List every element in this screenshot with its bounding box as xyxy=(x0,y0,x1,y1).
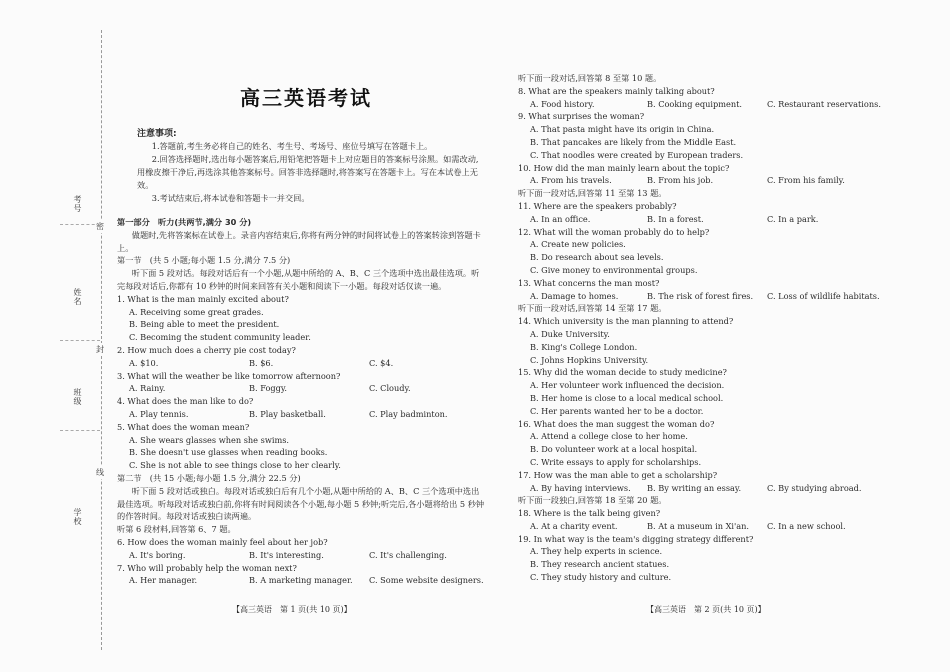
option-row xyxy=(117,357,487,370)
answer-option[interactable]: A. It's boring. xyxy=(129,549,186,560)
answer-option[interactable]: C. In a park. xyxy=(767,213,819,224)
question-text: 2. How much does a cherry pie cost today? xyxy=(117,344,296,355)
answer-option[interactable]: C. It's challenging. xyxy=(369,549,447,560)
option-row xyxy=(518,520,888,533)
answer-option[interactable]: B. She doesn't use glasses when reading books. xyxy=(129,447,328,458)
option-row xyxy=(518,482,888,495)
option-row xyxy=(518,213,888,226)
question-group-11-13 xyxy=(518,200,888,302)
binding-label-school: 学校 xyxy=(73,508,82,526)
question-text: 1. What is the man mainly excited about? xyxy=(117,293,289,304)
answer-option[interactable]: B. That pancakes are likely from the Middle East. xyxy=(530,136,737,147)
answer-option[interactable]: B. $6. xyxy=(249,357,274,368)
answer-option[interactable]: C. In a new school. xyxy=(767,520,846,531)
right-column xyxy=(518,72,888,584)
binding-divider xyxy=(60,430,100,431)
question-group-14-17 xyxy=(518,315,888,494)
answer-option[interactable]: C. Some website designers. xyxy=(369,575,484,586)
option-row xyxy=(117,574,487,587)
question-text: 17. How was the man able to get a scholarship? xyxy=(518,469,718,480)
option-row xyxy=(518,174,888,187)
answer-option[interactable]: B. King's College London. xyxy=(530,341,638,352)
question-text: 12. What will the woman probably do to help? xyxy=(518,226,710,237)
answer-option[interactable]: B. The risk of forest fires. xyxy=(647,290,754,301)
section1-heading: 第一节 (共 5 小题;每小题 1.5 分,满分 7.5 分) xyxy=(117,255,291,266)
answer-option[interactable]: B. A marketing manager. xyxy=(249,575,353,586)
footer-page-2: 【高三英语 第 2 页(共 10 页)】 xyxy=(646,605,766,614)
option-row xyxy=(518,98,888,111)
answer-option[interactable]: C. $4. xyxy=(369,357,394,368)
answer-option[interactable]: A. From his travels. xyxy=(530,175,612,186)
answer-option[interactable]: A. She wears glasses when she swims. xyxy=(129,434,290,445)
answer-option[interactable]: B. At a museum in Xi'an. xyxy=(647,520,750,531)
answer-option[interactable]: B. They research ancient statues. xyxy=(530,559,670,570)
answer-option[interactable]: A. Play tennis. xyxy=(129,408,189,419)
section2-intro: 听下面 5 段对话或独白。每段对话或独白后有几个小题,从题中所给的 A、B、C 三个选项中选出最佳选项。听每段对话或独白前,你将有时间阅读各个小题,每小题 5 秒钟;听完后,各小题将给出 5 秒钟的作答时间。每段对话或独白读两遍。 xyxy=(117,485,485,522)
section2-heading: 第二节 (共 15 小题;每小题 1.5 分,满分 22.5 分) xyxy=(117,472,301,483)
question-text: 19. In what way is the team's digging strategy different? xyxy=(518,533,754,544)
answer-option[interactable]: B. Play basketball. xyxy=(249,408,326,419)
question-text: 10. How did the man mainly learn about the topic? xyxy=(518,162,730,173)
answer-option[interactable]: A. They help experts in science. xyxy=(530,546,663,557)
answer-option[interactable]: C. Restaurant reservations. xyxy=(767,98,881,109)
notice-block xyxy=(137,140,482,205)
question-group-18-20 xyxy=(518,507,888,584)
listen-instruction: 听下面一段独白,回答第 18 至第 20 题。 xyxy=(518,495,667,506)
question-text: 4. What does the man like to do? xyxy=(117,396,254,407)
answer-option[interactable]: A. $10. xyxy=(129,357,159,368)
question-text: 8. What are the speakers mainly talking about? xyxy=(518,85,715,96)
answer-option[interactable]: A. Food history. xyxy=(530,98,595,109)
question-group-1-5 xyxy=(117,293,487,472)
question-text: 13. What concerns the man most? xyxy=(518,277,660,288)
answer-option[interactable]: C. Give money to environmental groups. xyxy=(530,264,698,275)
answer-option[interactable]: A. By having interviews. xyxy=(530,482,631,493)
question-text: 6. How does the woman mainly feel about her job? xyxy=(117,536,328,547)
answer-option[interactable]: C. They study history and culture. xyxy=(530,572,672,583)
answer-option[interactable]: B. It's interesting. xyxy=(249,549,324,560)
notice-heading: 注意事项: xyxy=(137,129,177,139)
answer-option[interactable]: C. Becoming the student community leader. xyxy=(129,332,311,343)
binding-label-exam-number: 考号 xyxy=(73,195,82,213)
answer-option[interactable]: A. At a charity event. xyxy=(530,520,618,531)
answer-option[interactable]: A. Attend a college close to her home. xyxy=(530,431,688,442)
left-column xyxy=(117,216,487,587)
option-row xyxy=(518,290,888,303)
binding-divider xyxy=(60,224,100,225)
answer-option[interactable]: A. Create new policies. xyxy=(530,239,626,250)
answer-option[interactable]: C. By studying abroad. xyxy=(767,482,862,493)
binding-mark-envelope: 封 xyxy=(96,345,104,354)
answer-option[interactable]: A. Rainy. xyxy=(129,383,166,394)
question-group-6-7 xyxy=(117,536,487,587)
answer-option[interactable]: B. By writing an essay. xyxy=(647,482,742,493)
answer-option[interactable]: C. Play badminton. xyxy=(369,408,448,419)
answer-option[interactable]: B. In a forest. xyxy=(647,213,704,224)
question-text: 11. Where are the speakers probably? xyxy=(518,200,677,211)
binding-divider xyxy=(60,340,100,341)
answer-option[interactable]: B. Foggy. xyxy=(249,383,288,394)
exam-title: 高三英语考试 xyxy=(240,86,372,110)
answer-option[interactable]: C. Cloudy. xyxy=(369,383,411,394)
answer-option[interactable]: C. Johns Hopkins University. xyxy=(530,354,649,365)
binding-label-class: 班级 xyxy=(73,388,82,406)
question-text: 9. What surprises the woman? xyxy=(518,111,645,122)
answer-option[interactable]: A. In an office. xyxy=(530,213,591,224)
binding-mark-line: 线 xyxy=(96,468,104,477)
answer-option[interactable]: A. Her manager. xyxy=(129,575,198,586)
binding-label-name: 姓名 xyxy=(73,288,82,306)
question-text: 7. Who will probably help the woman next? xyxy=(117,562,297,573)
answer-option[interactable]: C. Loss of wildlife habitats. xyxy=(767,290,880,301)
answer-option[interactable]: B. Being able to meet the president. xyxy=(129,319,280,330)
answer-option[interactable]: B. Her home is close to a local medical school. xyxy=(530,392,724,403)
answer-option[interactable]: A. Receiving some great grades. xyxy=(129,306,264,317)
section1-intro: 听下面 5 段对话。每段对话后有一个小题,从题中所给的 A、B、C 三个选项中选出最佳选项。听完每段对话后,你都有 10 秒钟的时间来回答有关小题和阅读下一小题。每段对话仅读一遍。 xyxy=(117,268,480,291)
listen-instruction: 听下面一段对话,回答第 8 至第 10 题。 xyxy=(518,73,662,83)
answer-option[interactable]: C. Her parents wanted her to be a doctor. xyxy=(530,405,704,416)
binding-mark-seal: 密 xyxy=(96,222,104,231)
listen-instruction: 听下面一段对话,回答第 11 至第 13 题。 xyxy=(518,188,667,199)
answer-option[interactable]: A. That pasta might have its origin in China. xyxy=(530,124,715,135)
question-text: 3. What will the weather be like tomorrow afternoon? xyxy=(117,370,341,381)
answer-option[interactable]: B. Do volunteer work at a local hospital. xyxy=(530,444,698,455)
answer-option[interactable]: C. Write essays to apply for scholarships. xyxy=(530,456,702,467)
question-text: 5. What does the woman mean? xyxy=(117,421,250,432)
notice-item: 3.考试结束后,将本试卷和答题卡一并交回。 xyxy=(151,193,310,203)
question-text: 16. What does the man suggest the woman do? xyxy=(518,418,715,429)
question-text: 15. Why did the woman decide to study medicine? xyxy=(518,367,727,378)
option-row xyxy=(117,549,487,562)
answer-option[interactable]: C. That noodles were created by European traders. xyxy=(530,149,744,160)
footer-page-1: 【高三英语 第 1 页(共 10 页)】 xyxy=(232,605,352,614)
listen-instruction: 听第 6 段材料,回答第 6、7 题。 xyxy=(117,524,236,535)
part1-heading: 第一部分 听力(共两节,满分 30 分) xyxy=(117,217,252,227)
notice-item: 2.回答选择题时,选出每小题答案后,用铅笔把答题卡上对应题目的答案标号涂黑。如需改动,用橡皮擦干净后,再选涂其他答案标号。回答非选择题时,将答案写在答题卡上。写在本试卷上无效。 xyxy=(137,154,479,190)
answer-option[interactable]: B. Do research about sea levels. xyxy=(530,252,664,263)
answer-option[interactable]: C. She is not able to see things close to her clearly. xyxy=(129,460,341,471)
question-group-8-10 xyxy=(518,85,888,187)
option-row xyxy=(117,408,487,421)
answer-option[interactable]: C. From his family. xyxy=(767,175,845,186)
question-text: 18. Where is the talk being given? xyxy=(518,508,661,519)
answer-option[interactable]: A. Damage to homes. xyxy=(530,290,619,301)
notice-item: 1.答题前,考生务必将自己的姓名、考生号、考场号、座位号填写在答题卡上。 xyxy=(151,141,433,151)
binding-margin-line xyxy=(101,30,102,650)
answer-option[interactable]: B. From his job. xyxy=(647,175,714,186)
answer-option[interactable]: A. Duke University. xyxy=(530,328,610,339)
part1-intro: 做题时,先将答案标在试卷上。录音内容结束后,你将有两分钟的时间将试卷上的答案转涂到答题卡上。 xyxy=(117,229,481,253)
question-text: 14. Which university is the man planning to attend? xyxy=(518,316,734,327)
listen-instruction: 听下面一段对话,回答第 14 至第 17 题。 xyxy=(518,303,667,314)
option-row xyxy=(117,382,487,395)
answer-option[interactable]: B. Cooking equipment. xyxy=(647,98,743,109)
answer-option[interactable]: A. Her volunteer work influenced the decision. xyxy=(530,380,725,391)
